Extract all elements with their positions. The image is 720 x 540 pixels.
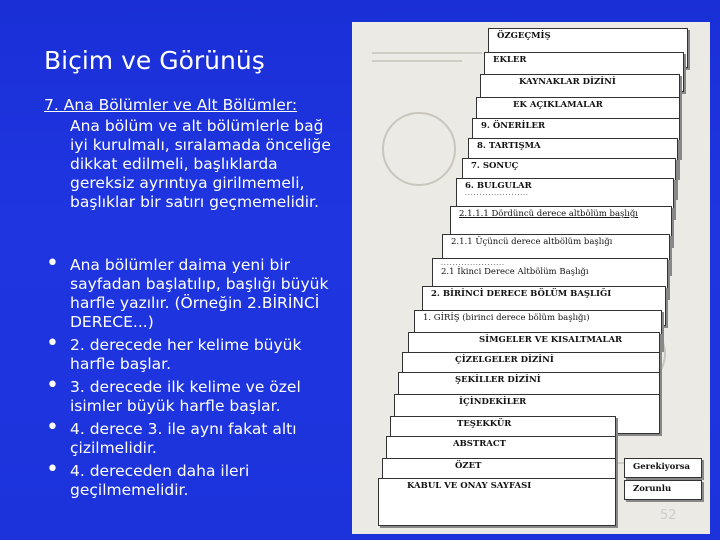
seal-watermark [382, 112, 456, 186]
page-label: EKLER [493, 55, 527, 65]
page-label: ÖZET [455, 461, 482, 471]
page-dots: ...................... [465, 190, 529, 197]
page-label: ÇİZELGELER DİZİNİ [455, 355, 554, 365]
page-label: KAYNAKLAR DİZİNİ [519, 77, 616, 87]
page-label: KABUL VE ONAY SAYFASI [407, 481, 532, 491]
page-label: 2.1.1.1 Dördüncü derece altbölüm başlığı [459, 209, 639, 219]
side-label-box [624, 458, 702, 478]
page-label: 7. SONUÇ [471, 161, 519, 171]
side-label-optional: Gerekiyorsa [633, 462, 691, 472]
bullet-item: • 4. derece 3. ile aynı fakat altı çizilmelidir. [44, 420, 344, 458]
page-label: EK AÇIKLAMALAR [513, 100, 603, 110]
section-body: Ana bölüm ve alt bölümlerle bağ iyi kurulmalı, sıralamada önceliğe dikkat edilmeli, başlıklarda gereksiz ayrıntıya girilmemeli, başlıklar bir satırı geçmemelidir. [70, 117, 331, 211]
doc-page [378, 478, 616, 526]
bullet-list [44, 256, 344, 504]
bullet-item: • Ana bölümler daima yeni bir sayfadan başlatılıp, başlığı büyük harfle yazılır. (Örneğin 2.BİRİNCİ DERECE...) [44, 256, 344, 332]
page-label: 2.1.1 Üçüncü derece altbölüm başlığı [451, 237, 613, 247]
page-label: TEŞEKKÜR [457, 419, 512, 429]
bullet-item: • 3. derecede ilk kelime ve özel isimler büyük harfle başlar. [44, 378, 344, 416]
page-label: 8. TARTIŞMA [477, 141, 541, 151]
thesis-structure-figure [352, 22, 710, 534]
side-label-required: Zorunlu [633, 484, 672, 494]
page-label: 2.1 İkinci Derece Altbölüm Başlığı [441, 267, 589, 277]
page-label: ABSTRACT [453, 439, 506, 449]
ghost-text-line [372, 52, 482, 54]
page-label: 2. BİRİNCİ DERECE BÖLÜM BAŞLIĞI [431, 289, 612, 299]
page-label: İÇİNDEKİLER [459, 397, 527, 407]
page-label: 6. BULGULAR [465, 181, 532, 191]
bullet-item: • 4. dereceden daha ileri geçilmemelidir. [44, 462, 344, 500]
bullet-item: • 2. derecede her kelime büyük harfle başlar. [44, 336, 344, 374]
slide-title: Biçim ve Görünüş [44, 46, 265, 75]
slide-number: 52 [660, 508, 677, 523]
section-heading: 7. Ana Bölümler ve Alt Bölümler: [44, 96, 298, 114]
page-dots: ...................... [441, 260, 505, 267]
ghost-text-line [372, 60, 462, 62]
page-label: 1. GİRİŞ (birinci derece bölüm başlığı) [423, 313, 590, 323]
page-label: SİMGELER VE KISALTMALAR [479, 335, 623, 345]
page-label: ŞEKİLLER DİZİNİ [455, 375, 541, 385]
page-label: 9. ÖNERİLER [481, 121, 546, 131]
page-label: ÖZGEÇMİŞ [497, 31, 551, 41]
side-label-box [624, 480, 702, 500]
